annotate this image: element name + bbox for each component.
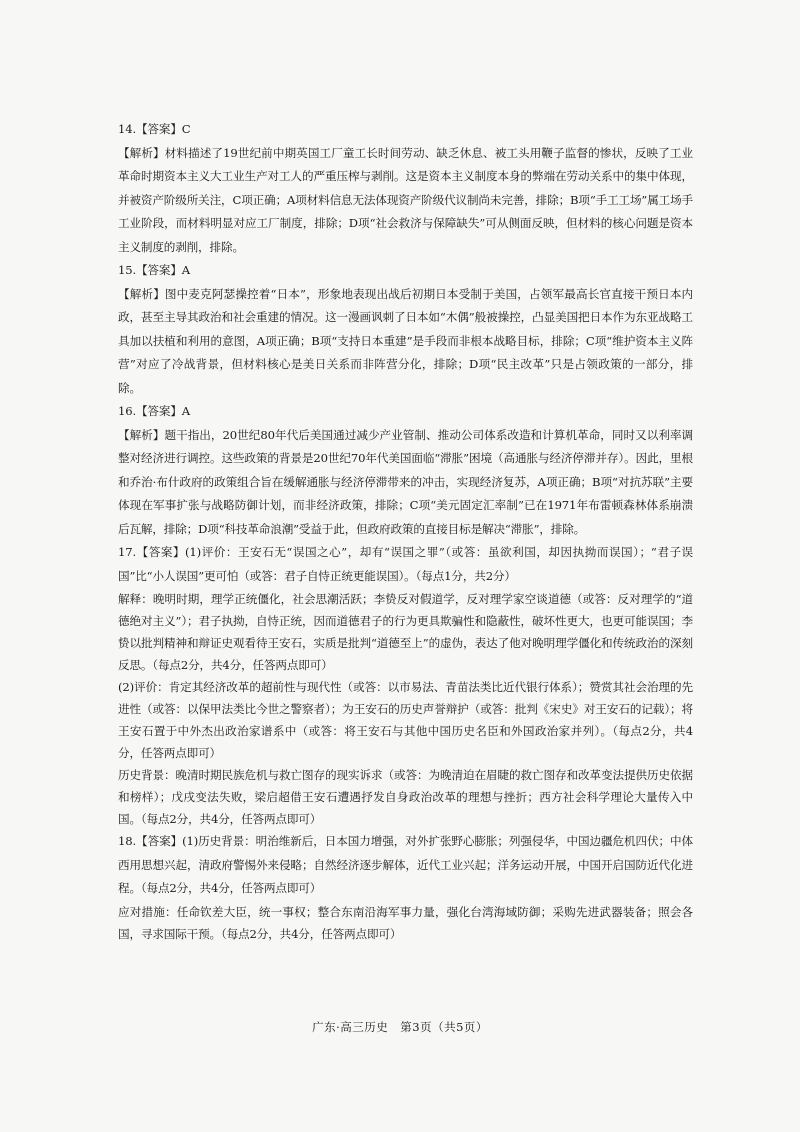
- q17-part2: (2)评价：肯定其经济改革的超前性与现代性（或答：以市易法、青苗法类比近代银行体系）；赞赏其社会治理的先进性（或答：以保甲法类比今世之警察者）；为王安石的历史声誉辩护（或答：批判《宋史》对王安石的记载）；将王安石置于中外杰出政治家谱系中（或答：将王安石与其他中国历史名臣和外国政治家并列）。（每点2分，共4分，任答两点即可）: [118, 680, 693, 760]
- q16-analysis: 【解析】题干指出，20世纪80年代后美国通过减少产业管制、推动公司体系改造和计算机革命，同时又以利率调整对经济进行调控。这些政策的背景是20世纪70年代美国面临“滞胀”困境（高通胀与经济停滞并存）。因此，里根和乔治·布什政府的政策组合旨在缓解通胀与经济停滞带来的冲击，实现经济复苏，A项正确；B项“对抗苏联”主要体现在军事扩张与战略防御计划，而非经济政策，排除；C项“美元固定汇率制”已在1971年布雷顿森林体系崩溃后瓦解，排除；D项“科技革命浪潮”受益于此，但政府政策的直接目标是解决“滞胀”，排除。: [118, 427, 693, 536]
- q17-part1-analysis: 解释：晚明时期，理学正统僵化，社会思潮活跃；李贽反对假道学，反对理学家空谈道德（或答：反对理学的“道德绝对主义”）；君子执拗，自恃正统，因而道德君子的行为更具欺骗性和隐蔽性，破坏性更大，也更可能误国；李贽以批判精神和辩证史观看待王安石，实质是批判“道德至上”的虚伪，表达了他对晚明理学僵化和传统政治的深刻反思。（每点2分，共4分，任答两点即可）: [118, 592, 693, 672]
- q18-measures: 应对措施：任命钦差大臣，统一事权；整合东南沿海军事力量，强化台湾海域防御；采购先进武器装备；照会各国，寻求国际干预。（每点2分，共4分，任答两点即可）: [118, 904, 693, 941]
- q15-analysis: 【解析】图中麦克阿瑟操控着“日本”，形象地表现出战后初期日本受制于美国，占领军最高长官直接干预日本内政，甚至主导其政治和社会重建的情况。这一漫画讽刺了日本如“木偶”般被操控，凸显美国把日本作为东亚战略工具加以扶植和利用的意图，A项正确；B项“支持日本重建”是手段而非根本战略目标，排除；C项“维护资本主义阵营”对应了冷战背景，但材料核心是美日关系而非阵营分化，排除；D项“民主改革”只是占领政策的一部分，排除。: [118, 286, 693, 395]
- q18-part1: 18.【答案】(1)历史背景：明治维新后，日本国力增强，对外扩张野心膨胀；列强侵华，中国边疆危机四伏；中体西用思想兴起，清政府警惕外来侵略；自然经济逐步解体，近代工业兴起；洋务运动开展，中国开启国防近代化进程。（每点2分，共4分，任答两点即可）: [118, 834, 693, 895]
- q17-part1: 17.【答案】(1)评价：王安石无“误国之心”，却有“误国之罪”（或答：虽欲利国，却因执拗而误国）；“君子误国”比“小人误国”更可怕（或答：君子自恃正统更能误国）。（每点1分，共2分）: [118, 545, 693, 583]
- q14-answer: 14.【答案】C: [118, 122, 191, 136]
- q15-answer: 15.【答案】A: [118, 263, 190, 277]
- answer-content: [118, 118, 693, 945]
- q17-part2-background: 历史背景：晚清时期民族危机与救亡图存的现实诉求（或答：为晚清迫在眉睫的救亡图存和改革变法提供历史依据和榜样）；戊戌变法失败，梁启超借王安石遭遇抒发自身政治改革的理想与挫折；西方社会科学理论大量传入中国。（每点2分，共4分，任答两点即可）: [118, 768, 693, 826]
- page-footer: 广东·高三历史 第3页（共5页）: [312, 1020, 488, 1034]
- q14-analysis: 【解析】材料描述了19世纪前中期英国工厂童工长时间劳动、缺乏休息、被工头用鞭子监督的惨状，反映了工业革命时期资本主义大工业生产对工人的严重压榨与剥削。这是资本主义制度本身的弊端在劳动关系中的集中体现，并被资产阶级所关注，C项正确；A项材料信息无法体现资产阶级代议制尚未完善，排除；B项“手工工场”属工场手工业阶段，而材料明显对应工厂制度，排除；D项“社会救济与保障缺失”可从侧面反映，但材料的核心问题是资本主义制度的剥削，排除。: [118, 145, 693, 254]
- q16-answer: 16.【答案】A: [118, 404, 190, 418]
